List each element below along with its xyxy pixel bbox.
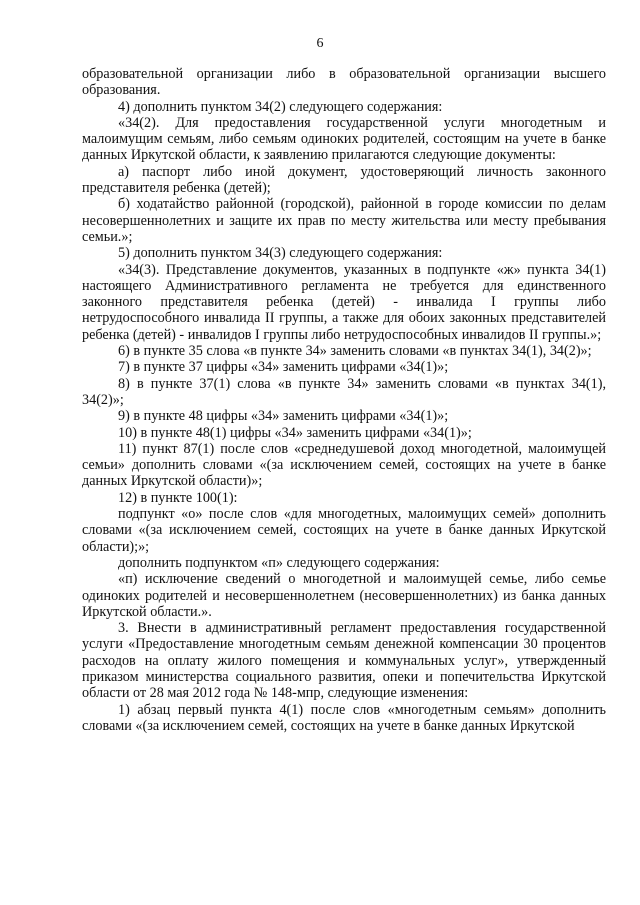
paragraph: подпункт «о» после слов «для многодетных, малоимущих семей» дополнить словами «(за исключением семей, состоящих на учете в банке данных Иркутской области);»; <box>82 506 606 555</box>
paragraph: 7) в пункте 37 цифры «34» заменить цифрами «34(1)»; <box>118 359 449 376</box>
paragraph: 8) в пункте 37(1) слова «в пункте 34» заменить словами «в пунктах 34(1), 34(2)»; <box>82 375 606 408</box>
paragraph: «34(3). Представление документов, указанных в подпункте «ж» пункта 34(1) настоящего Административного регламента не требуется для единственного законного представителя ребенка (детей) - инвалида I группы либо нетрудоспособного инвалида II группы, а также для обоих законных представителей ребенка (детей) - инвалидов I группы либо нетрудоспособных инвалидов II группы.»; <box>82 261 606 343</box>
paragraph: 11) пункт 87(1) после слов «среднедушевой доход многодетной, малоимущей семьи» дополнить словами «(за исключением семей, состоящих на учете в банке данных Иркутской области)»; <box>82 440 606 490</box>
paragraph: 1) абзац первый пункта 4(1) после слов «многодетным семьям» дополнить словами «(за исключением семей, состоящих на учете в банке данных Иркутской <box>82 701 606 734</box>
paragraph: образовательной организации либо в образовательной организации высшего образования. <box>82 66 606 99</box>
paragraph: 5) дополнить пунктом 34(3) следующего содержания: <box>118 245 443 262</box>
paragraph: 6) в пункте 35 слова «в пункте 34» заменить словами «в пунктах 34(1), 34(2)»; <box>118 343 592 360</box>
paragraph: «п) исключение сведений о многодетной и малоимущей семье, либо семье одиноких родителей и несовершеннолетнем (несовершеннолетних) из банка данных Иркутской области.». <box>82 571 606 620</box>
paragraph: 4) дополнить пунктом 34(2) следующего содержания: <box>118 98 443 115</box>
paragraph: а) паспорт либо иной документ, удостоверяющий личность законного представителя ребенка (детей); <box>82 163 606 197</box>
paragraph: 9) в пункте 48 цифры «34» заменить цифрами «34(1)»; <box>118 408 449 425</box>
document-body <box>82 66 606 734</box>
paragraph: «34(2). Для предоставления государственной услуги многодетным и малоимущим семьям, либо семьям одиноких родителей, состоящим на учете в банке данных Иркутской области, к заявлению прилагаются следующие документы: <box>82 114 606 164</box>
paragraph: 10) в пункте 48(1) цифры «34» заменить цифрами «34(1)»; <box>118 424 472 441</box>
paragraph: б) ходатайство районной (городской), районной в городе комиссии по делам несовершеннолетних и защите их прав по месту жительства или месту пребывания семьи.»; <box>82 196 606 245</box>
page-number: 6 <box>316 36 324 51</box>
paragraph: 3. Внести в административный регламент предоставления государственной услуги «Предоставление многодетным семьям денежной компенсации 30 процентов расходов на оплату жилого помещения и коммунальных услуг», утвержденный приказом министерства социального развития, опеки и попечительства Иркутской области от 28 мая 2012 года № 148-мпр, следующие изменения: <box>82 620 606 702</box>
paragraph: дополнить подпунктом «п» следующего содержания: <box>118 554 440 571</box>
paragraph: 12) в пункте 100(1): <box>118 489 238 506</box>
